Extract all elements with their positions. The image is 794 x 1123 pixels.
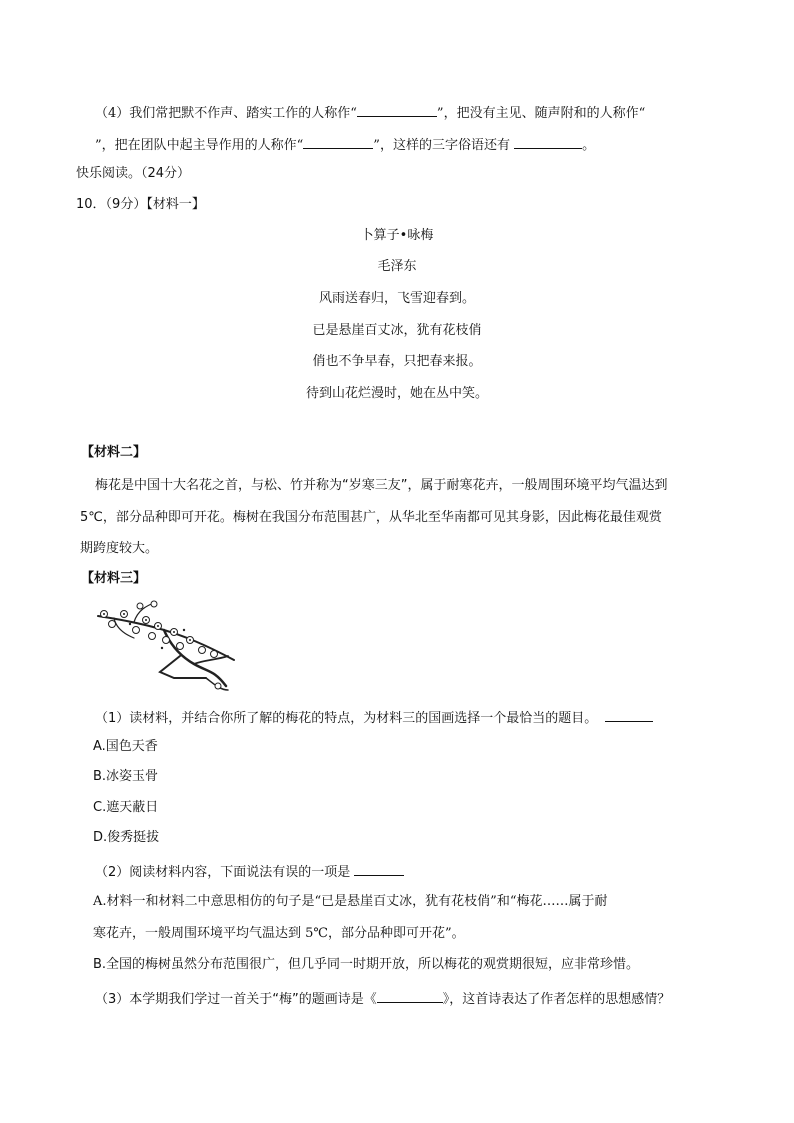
q4-text-part3: ”，把在团队中起主导作用的人称作“	[95, 138, 304, 153]
material2-line: 5℃，部分品种即可开花。梅树在我国分布范围甚广，从华北至华南都可见其身影，因此梅花最佳观赏	[80, 510, 662, 525]
q4-line1	[95, 104, 645, 120]
sub2-question	[95, 863, 404, 879]
sub2-option-a-line2[interactable]: 寒花卉，一般周围环境平均气温达到 5℃，部分品种即可开花”。	[93, 926, 465, 941]
q4-line2	[95, 136, 595, 152]
q4-text-part2: ”，把没有主见、随声附和的人称作“	[436, 106, 646, 121]
sub1-question-text: （1）读材料，并结合你所了解的梅花的特点，为材料三的国画选择一个最恰当的题目。	[95, 711, 598, 726]
poem-line: 待到山花烂漫时，她在丛中笑。	[305, 386, 488, 401]
material2-heading: 【材料二】	[81, 445, 147, 460]
material2-line: 梅花是中国十大名花之首，与松、竹并称为“岁寒三友”，属于耐寒花卉，一般周围环境平均气温达到	[95, 478, 668, 493]
sub1-option-b[interactable]: B.冰姿玉骨	[93, 769, 159, 784]
sub1-option-d[interactable]: D.俊秀挺拔	[93, 830, 160, 845]
poem-author: 毛泽东	[377, 259, 417, 274]
material2-line: 期跨度较大。	[80, 541, 159, 556]
answer-blank-3[interactable]	[303, 136, 373, 149]
poem-title: 卜算子•咏梅	[360, 228, 434, 243]
answer-blank-4[interactable]	[514, 136, 582, 149]
sub1-option-a[interactable]: A.国色天香	[93, 739, 158, 754]
sub2-option-a-line1[interactable]: A.材料一和材料二中意思相仿的句子是“已是悬崖百丈冰，犹有花枝俏”和“梅花……属于耐	[93, 894, 608, 909]
sub2-option-b[interactable]: B.全国的梅树虽然分布范围很广，但几乎同一时期开放，所以梅花的观赏期很短，应非常珍惜。	[93, 957, 640, 972]
section-title: 快乐阅读。（24分）	[76, 166, 191, 181]
sub2-question-text: （2）阅读材料内容，下面说法有误的一项是	[95, 865, 355, 880]
poem-line: 已是悬崖百丈冰，犹有花枝俏	[312, 323, 482, 338]
q4-text-part5: 。	[582, 138, 596, 153]
sub3-text-part1: （3）本学期我们学过一首关于“梅”的题画诗是《	[95, 992, 377, 1007]
q4-text-part1: （4）我们常把默不作声、踏实工作的人称作“	[95, 106, 357, 121]
answer-blank-sub1[interactable]	[605, 709, 653, 722]
plum-blossom-painting	[94, 600, 240, 692]
q4-text-part4: ”，这样的三字俗语还有	[373, 138, 515, 153]
answer-blank-sub2[interactable]	[354, 863, 404, 876]
sub3-question	[95, 990, 670, 1006]
answer-blank-sub3[interactable]	[377, 990, 443, 1003]
poem-line: 风雨送春归，飞雪迎春到。	[318, 291, 475, 306]
sub1-question	[95, 709, 653, 725]
sub1-option-c[interactable]: C.遮天蔽日	[93, 800, 159, 815]
material3-heading: 【材料三】	[81, 571, 147, 586]
answer-blank-1[interactable]	[357, 104, 437, 117]
q10-header: 10．（9分）【材料一】	[76, 197, 205, 212]
sub3-text-part2: 》，这首诗表达了作者怎样的思想感情？	[442, 992, 671, 1007]
poem-line: 俏也不争早春，只把春来报。	[312, 354, 482, 369]
